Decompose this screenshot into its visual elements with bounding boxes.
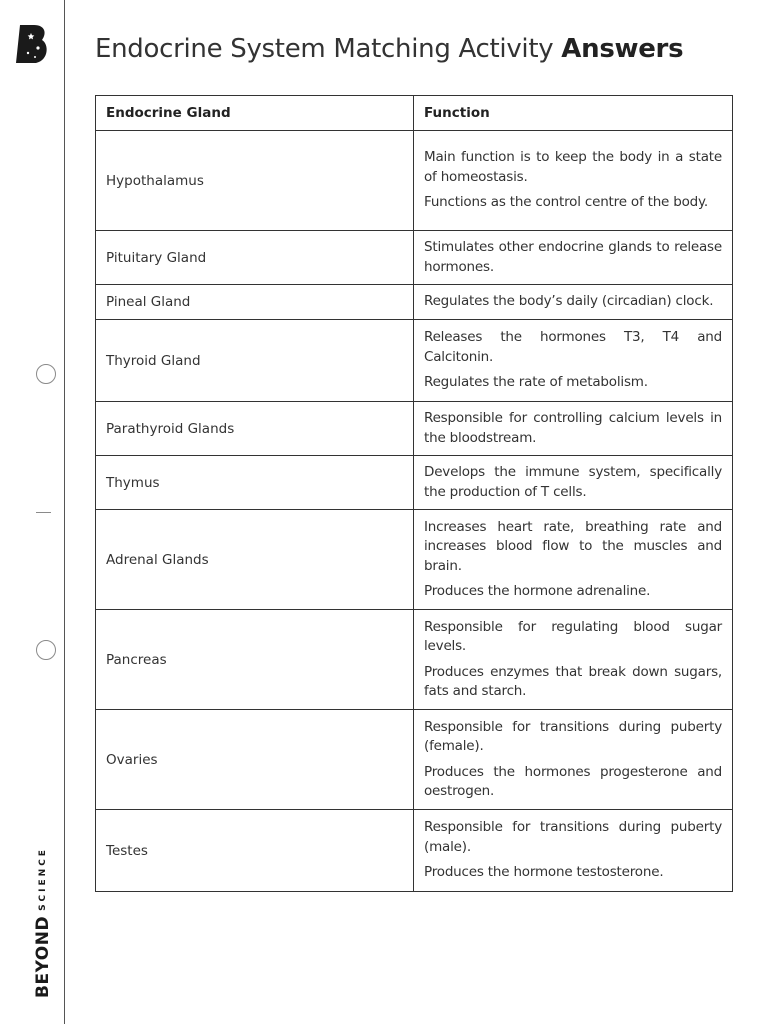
page-title-emphasis: Answers (561, 34, 684, 64)
table-body (96, 131, 733, 892)
table-row (96, 285, 733, 320)
table-row (96, 131, 733, 231)
page-title-text: Endocrine System Matching Activity (95, 34, 554, 64)
table-row (96, 710, 733, 810)
fold-mark (36, 512, 51, 513)
function-text: Responsible for transitions during puberty (female). (424, 718, 722, 754)
gland-name: Hypothalamus (96, 131, 414, 231)
gland-function (414, 710, 733, 810)
brand-name: BEYOND (33, 915, 53, 998)
brand-wordmark (33, 847, 53, 998)
function-text: Produces the hormone testosterone. (424, 864, 664, 881)
function-text: Stimulates other endocrine glands to release hormones. (424, 239, 722, 275)
function-text: Develops the immune system, specifically the production of T cells. (424, 464, 722, 500)
function-text: Regulates the body’s daily (circadian) clock. (424, 293, 714, 310)
function-text: Produces the hormone adrenaline. (424, 583, 651, 599)
gland-name: Pancreas (96, 610, 414, 710)
table-row (96, 456, 733, 510)
gland-function (414, 320, 733, 402)
sidebar-divider (64, 0, 65, 1024)
page-title (95, 34, 683, 64)
gland-name: Pineal Gland (96, 285, 414, 320)
gland-function (414, 456, 733, 510)
gland-name: Parathyroid Glands (96, 402, 414, 456)
column-header-function: Function (414, 96, 733, 131)
gland-name: Pituitary Gland (96, 231, 414, 285)
table-row (96, 810, 733, 892)
beyond-science-logo-icon (16, 24, 50, 64)
brand-tagline: SCIENCE (38, 847, 48, 911)
function-text: Functions as the control centre of the body. (424, 194, 709, 211)
gland-name: Testes (96, 810, 414, 892)
function-text: Produces the hormones progesterone and oestrogen. (424, 763, 722, 799)
gland-function (414, 510, 733, 610)
function-text: Produces enzymes that break down sugars, fats and starch. (424, 663, 722, 699)
function-text: Responsible for transitions during puberty (male). (424, 819, 722, 855)
function-text: Regulates the rate of metabolism. (424, 374, 648, 391)
binder-hole-top (36, 364, 56, 384)
binder-hole-bottom (36, 640, 56, 660)
gland-name: Ovaries (96, 710, 414, 810)
column-header-gland: Endocrine Gland (96, 96, 414, 131)
table-header-row (96, 96, 733, 131)
table-row (96, 402, 733, 456)
gland-function (414, 231, 733, 285)
table-row (96, 231, 733, 285)
gland-function (414, 131, 733, 231)
table-row (96, 510, 733, 610)
endocrine-answers-table (95, 95, 733, 892)
function-text: Responsible for controlling calcium levels in the bloodstream. (424, 410, 722, 446)
gland-function (414, 810, 733, 892)
function-text: Increases heart rate, breathing rate and increases blood flow to the muscles and brain. (424, 518, 722, 574)
table-row (96, 610, 733, 710)
gland-name: Thyroid Gland (96, 320, 414, 402)
gland-function (414, 402, 733, 456)
gland-name: Thymus (96, 456, 414, 510)
function-text: Main function is to keep the body in a state of homeostasis. (424, 149, 722, 185)
function-text: Responsible for regulating blood sugar levels. (424, 618, 722, 654)
function-text: Releases the hormones T3, T4 and Calcitonin. (424, 329, 722, 365)
gland-function (414, 285, 733, 320)
gland-name: Adrenal Glands (96, 510, 414, 610)
table-row (96, 320, 733, 402)
gland-function (414, 610, 733, 710)
